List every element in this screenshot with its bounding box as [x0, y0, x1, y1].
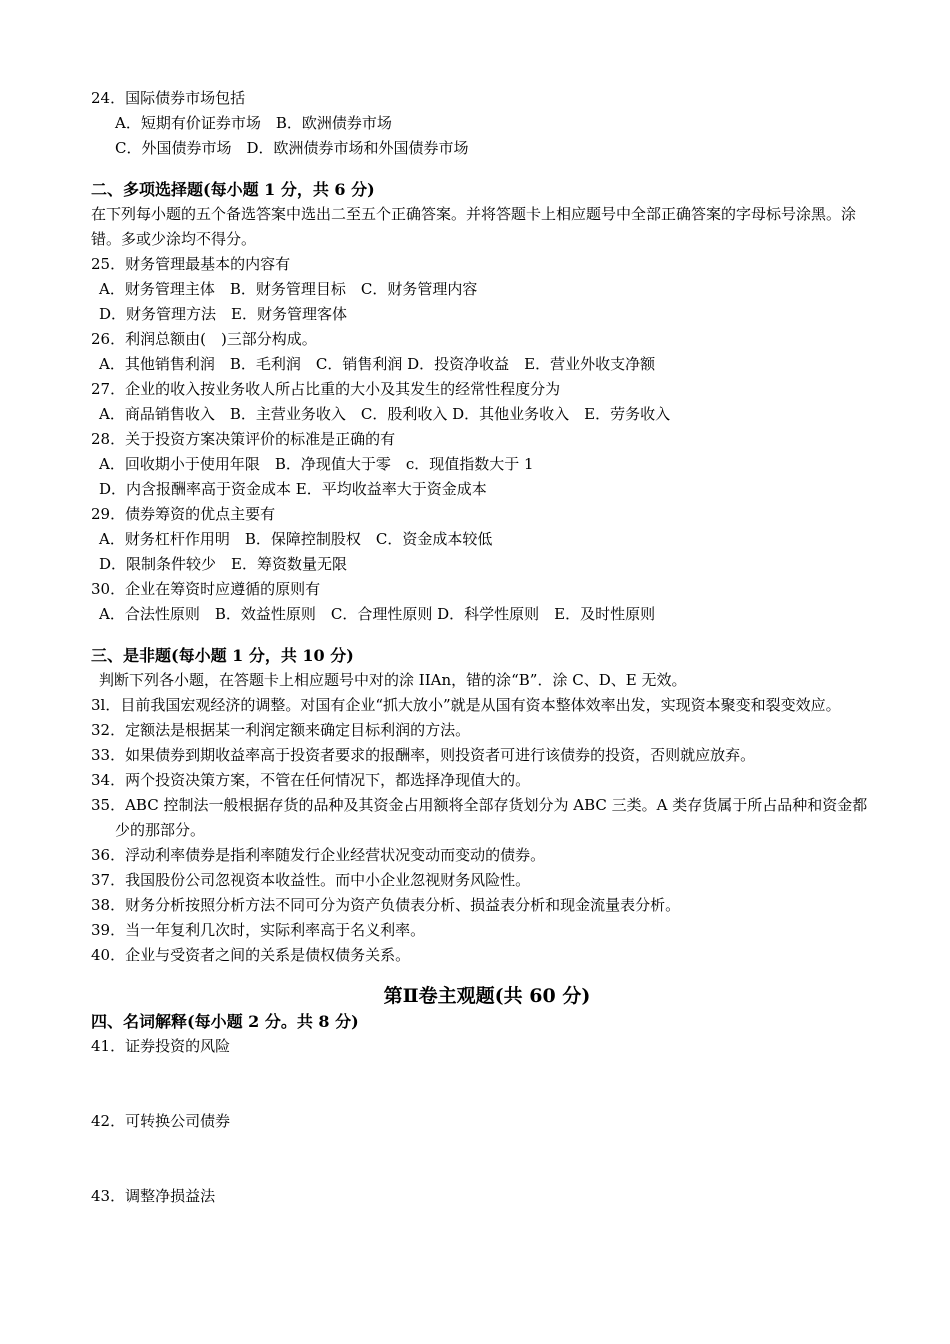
tf-question-38: 38．财务分析按照分析方法不同可分为资产负债表分析、损益表分析和现金流量表分析。: [91, 896, 681, 914]
tf-question-32: 32．定额法是根据某一利润定额来确定目标利润的方法。: [91, 721, 471, 739]
tf-question-33: 33．如果债券到期收益率高于投资者要求的报酬率，则投资者可进行该债券的投资，否则就应放弃。: [91, 746, 756, 764]
tf-question-40: 40．企业与受资者之间的关系是债权债务关系。: [91, 946, 411, 964]
question-43: 43．调整净损益法: [91, 1187, 216, 1205]
question-29-stem: 29．债券筹资的优点主要有: [91, 505, 276, 523]
question-24-options-1: A．短期有价证券市场 B．欧洲债券市场: [115, 114, 392, 132]
question-28-options-2: D．内含报酬率高于资金成本 E．平均收益率大于资金成本: [99, 480, 487, 498]
question-24-stem: 24．国际债券市场包括: [91, 89, 246, 107]
tf-question-35: 35．ABC 控制法一般根据存货的品种及其资金占用额将全部存货划分为 ABC 三类。A 类存货属于所占品种和资金都少的那部分。: [91, 796, 868, 839]
tf-question-39: 39．当一年复利几次时，实际利率高于名义利率。: [91, 921, 426, 939]
question-27-options: A．商品销售收入 B．主营业务收入 C．股利收入 D．其他业务收入 E．劳务收入: [99, 405, 671, 423]
tf-question-37: 37．我国股份公司忽视资本收益性。而中小企业忽视财务风险性。: [91, 871, 531, 889]
question-25-options-1: A．财务管理主体 B．财务管理目标 C．财务管理内容: [99, 280, 478, 298]
exam-page: [91, 86, 871, 1209]
answer-space-42: [91, 1134, 871, 1184]
tf-question-36: 36．浮动利率债券是指利率随发行企业经营状况变动而变动的债券。: [91, 846, 546, 864]
question-28-options-1: A．回收期小于使用年限 B．净现值大于零 c．现值指数大于 1: [99, 455, 534, 473]
section-4-title: 四、名词解释(每小题 2 分。共 8 分): [91, 1012, 359, 1031]
tf-question-31: 3l．目前我国宏观经济的调整。对国有企业“抓大放小”就是从国有资本整体效率出发，实现资本聚变和裂变效应。: [91, 696, 841, 714]
section-2-instructions: 在下列每小题的五个备选答案中选出二至五个正确答案。并将答题卡上相应题号中全部正确答案的字母标号涂黑。涂错。多或少涂均不得分。: [91, 205, 857, 248]
question-29-options-2: D．限制条件较少 E．筹资数量无限: [99, 555, 347, 573]
question-24-options-2: C．外国债券市场 D．欧洲债券市场和外国债券市场: [115, 139, 469, 157]
question-29-options-1: A．财务杠杆作用明 B．保障控制股权 C．资金成本较低: [99, 530, 493, 548]
question-26-options: A．其他销售利润 B．毛利润 C．销售利润 D．投资净收益 E．营业外收支净额: [99, 355, 656, 373]
question-25-options-2: D．财务管理方法 E．财务管理客体: [99, 305, 347, 323]
question-28-stem: 28．关于投资方案决策评价的标准是正确的有: [91, 430, 396, 448]
answer-space-41: [91, 1059, 871, 1109]
tf-question-34: 34．两个投资决策方案，不管在任何情况下，都选择净现值大的。: [91, 771, 531, 789]
question-25-stem: 25．财务管理最基本的内容有: [91, 255, 291, 273]
question-30-options: A．合法性原则 B．效益性原则 C．合理性原则 D．科学性原则 E．及时性原则: [99, 605, 656, 623]
question-42: 42．可转换公司债券: [91, 1112, 231, 1130]
section-2-title: 二、多项选择题(每小题 1 分，共 6 分): [91, 180, 375, 199]
part-2-title: 第Ⅱ卷主观题(共 60 分): [383, 985, 591, 1007]
section-3-instructions: 判断下列各小题，在答题卡上相应题号中对的涂 IIAn，错的涂“B”．涂 C、D、E 无效。: [99, 671, 687, 689]
question-27-stem: 27．企业的收入按业务收人所占比重的大小及其发生的经常性程度分为: [91, 380, 561, 398]
question-41: 41．证券投资的风险: [91, 1037, 231, 1055]
question-26-stem: 26．利润总额由( )三部分构成。: [91, 330, 317, 348]
question-30-stem: 30．企业在筹资时应遵循的原则有: [91, 580, 321, 598]
section-3-title: 三、是非题(每小题 1 分，共 10 分): [91, 646, 354, 665]
